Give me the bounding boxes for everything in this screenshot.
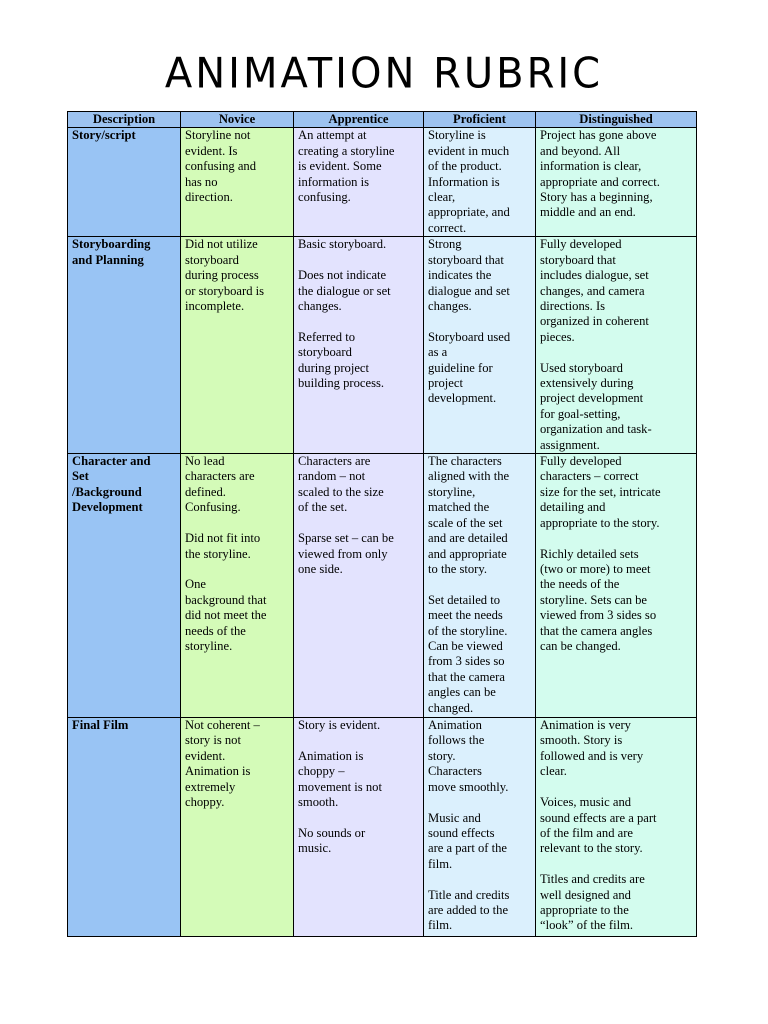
header-row	[68, 112, 697, 128]
rubric-table	[67, 111, 697, 937]
cell-text: Fully developed characters – correct size for the set, intricate detailing and appropriate to the story.	[540, 454, 661, 530]
cell-text: Did not fit into the storyline.	[185, 531, 261, 561]
table-row	[68, 718, 697, 937]
cell-text: Storyline not evident. Is confusing and has no direction.	[185, 128, 256, 205]
cell-text: One background that did not meet the needs of the storyline.	[185, 577, 267, 653]
cell-text: The characters aligned with the storyline, matched the scale of the set and are detailed and appropriate to the story.	[428, 454, 510, 576]
cell-text: Does not indicate the dialogue or set changes.	[298, 268, 391, 314]
row-description	[68, 128, 181, 237]
cell-text: Strong storyboard that indicates the dialogue and set changes.	[428, 237, 510, 314]
cell-text: No lead characters are defined. Confusing.	[185, 454, 255, 515]
cell-apprentice	[294, 718, 424, 937]
cell-text: An attempt at creating a storyline is evident. Some information is confusing.	[298, 128, 395, 205]
cell-apprentice	[294, 128, 424, 237]
row-description	[68, 454, 181, 718]
cell-novice	[181, 237, 294, 454]
cell-text: Story/script	[72, 128, 136, 143]
cell-text: Music and sound effects are a part of the film.	[428, 810, 508, 871]
table-row	[68, 237, 697, 454]
header-proficient: Proficient	[424, 112, 536, 128]
cell-text: Used storyboard extensively during project development for goal-setting, organization and task- assignment.	[540, 360, 652, 452]
cell-text: Set detailed to meet the needs of the storyline. Can be viewed from 3 sides so that the camera angles can be changed.	[428, 592, 508, 715]
cell-text: Voices, music and sound effects are a part of the film and are relevant to the story.	[540, 795, 657, 856]
cell-text: Characters are random – not scaled to the size of the set.	[298, 454, 384, 515]
cell-distinguished	[536, 454, 697, 718]
cell-text: Referred to storyboard during project building process.	[298, 329, 385, 391]
cell-text: Title and credits are added to the film.	[428, 887, 510, 933]
cell-apprentice	[294, 237, 424, 454]
cell-text: Project has gone above and beyond. All information is clear, appropriate and correct. Story has a beginning, middle and an end.	[540, 128, 660, 220]
cell-novice	[181, 718, 294, 937]
cell-proficient	[424, 128, 536, 237]
header-novice: Novice	[181, 112, 294, 128]
row-description	[68, 718, 181, 937]
cell-proficient	[424, 718, 536, 937]
table-row	[68, 128, 697, 237]
cell-novice	[181, 128, 294, 237]
cell-text: Sparse set – can be viewed from only one side.	[298, 531, 394, 576]
table-row	[68, 454, 697, 718]
cell-text: Storyline is evident in much of the product. Information is clear, appropriate, and correct.	[428, 128, 510, 235]
page-title: ANIMATION RUBRIC	[164, 49, 604, 99]
cell-text: Animation follows the story. Characters move smoothly.	[428, 718, 509, 794]
cell-text: Final Film	[72, 718, 129, 733]
header-description: Description	[68, 112, 181, 128]
cell-text: Basic storyboard.	[298, 237, 387, 252]
cell-novice	[181, 454, 294, 718]
cell-text: Did not utilize storyboard during process or storyboard is incomplete.	[185, 237, 265, 314]
cell-proficient	[424, 237, 536, 454]
cell-text: Storyboard used as a guideline for project development.	[428, 329, 511, 406]
cell-text: Story is evident.	[298, 718, 381, 733]
cell-text: Storyboarding and Planning	[72, 237, 151, 267]
cell-distinguished	[536, 237, 697, 454]
cell-text: Animation is choppy – movement is not smooth.	[298, 748, 382, 810]
cell-text: Titles and credits are well designed and appropriate to the “look” of the film.	[540, 872, 645, 933]
cell-distinguished	[536, 128, 697, 237]
cell-text: Animation is very smooth. Story is followed and is very clear.	[540, 718, 644, 779]
cell-text: Richly detailed sets (two or more) to meet the needs of the storyline. Sets can be viewed from 3 sides so that the camera angles can be changed.	[540, 546, 657, 653]
cell-distinguished	[536, 718, 697, 937]
header-apprentice: Apprentice	[294, 112, 424, 128]
cell-text: Not coherent – story is not evident. Animation is extremely choppy.	[185, 718, 260, 810]
header-distinguished: Distinguished	[536, 112, 697, 128]
row-description	[68, 237, 181, 454]
cell-text: Character and Set /Background Development	[72, 454, 151, 515]
cell-proficient	[424, 454, 536, 718]
cell-apprentice	[294, 454, 424, 718]
cell-text: Fully developed storyboard that includes dialogue, set changes, and camera directions. Is organized in coherent pieces.	[540, 237, 649, 344]
cell-text: No sounds or music.	[298, 825, 366, 856]
